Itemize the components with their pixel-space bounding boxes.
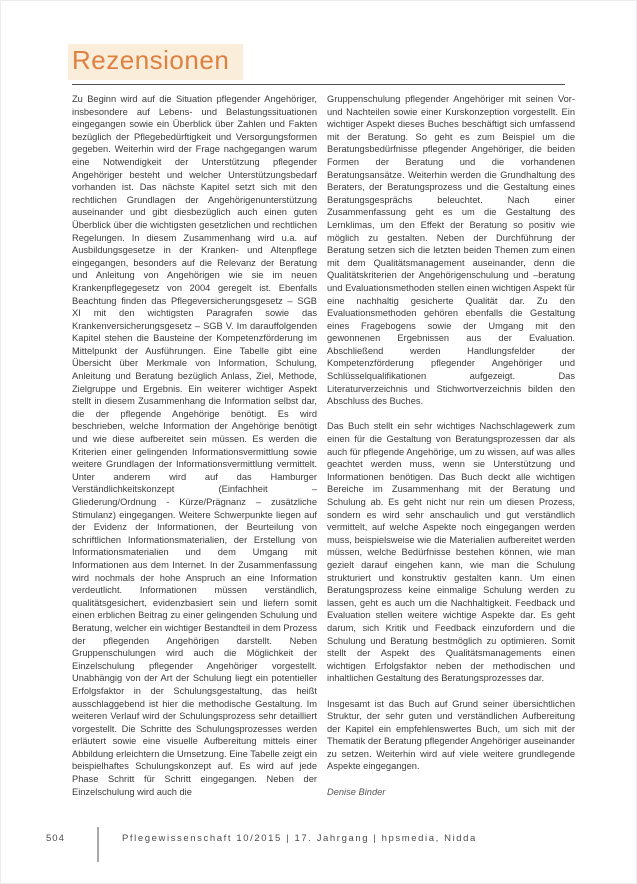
page-title: Rezensionen bbox=[72, 45, 230, 75]
article-column-right bbox=[327, 93, 575, 819]
title-rule bbox=[72, 84, 565, 85]
title-highlight bbox=[68, 44, 243, 80]
page-number: 504 bbox=[46, 833, 65, 844]
article-column-left bbox=[72, 93, 317, 819]
review-paragraph: Das Buch stellt ein sehr wichtiges Nachschlagewerk zum einen für die Gestaltung von Beratungsprozessen dar als auch für pflegende Angehörige, um zu wissen, auf was alles geachtet werden muss, wenn sie Unterstützung und Informationen benötigen. Das Buch deckt alle wichtigen Bereiche im Zusammenhang mit der Beratung und Schulung ab. Es geht nicht nur rein um diesen Prozess, sondern es wird sehr anschaulich und gut verständlich vermittelt, auf welche Aspekte noch eingegangen werden muss, beispielsweise wie die Materialien aufbereitet werden müssen, welche Bedürfnisse bestehen können, wie man gezielt darauf eingehen kann, wie man die Schulung strukturiert und konstruktiv gestalten kann. Um einen Beratungsprozess keine einmalige Schulung werden zu lassen, geht es auch um die Nachhaltigkeit. Feedback und Evaluation stellen weitere wichtige Aspekte dar. Es geht darum, sich Kritik und Feedback einzufordern und die Schulung und Beratung bestmöglich zu optimieren. Somit stellt der Aspekt des Qualitätsmanagements einen wichtigen Erfolgsfaktor neben der methodischen und inhaltlichen Gestaltung des Beratungsprozesses dar. bbox=[327, 421, 575, 684]
article-body bbox=[72, 93, 575, 819]
section-header bbox=[68, 44, 243, 80]
reviewer-signature: Denise Binder bbox=[327, 786, 386, 797]
review-paragraph: Insgesamt ist das Buch auf Grund seiner übersichtlichen Struktur, der sehr guten und verständlichen Aufbereitung der Kapitel ein empfehlenswertes Buch, um sich mit der Thematik der Beratung pflegender Angehöriger auseinander zu setzen. Weiterhin wird auf viele weitere grundlegende Aspekte eingegangen. bbox=[327, 698, 575, 772]
review-paragraph: Gruppenschulung pflegender Angehöriger mit seinen Vor- und Nachteilen sowie einer Kurskonzeption vorgestellt. Ein wichtiger Aspekt dieses Buches beschäftigt sich umfassend mit der Beratung. So geht es zum Beispiel um die Beratungsbedürfnisse pflegender Angehöriger, die beiden Formen der Beratung und die vorhandenen Beratungsansätze. Weiterhin werden die Grundhaltung des Beraters, der Beratungsprozess und die Gestaltung eines Beratungsgesprächs beleuchtet. Nach einer Zusammenfassung geht es um die Gestaltung des Lernklimas, um den Effekt der Beratung so positiv wie möglich zu gestalten. Neben der Durchführung der Beratung setzen sich die letzten beiden Themen zum einen mit dem Qualitätsmanagement auseinander, denn die Qualitätskriterien der Angehörigenschulung und –beratung und Evaluationsmethoden stellen einen wichtigen Aspekt für eine nachhaltig gesicherte Qualität dar. Zu den Evaluationsmethoden gehören ebenfalls die Gestaltung eines Fragebogens sowie der Umgang mit den gewonnenen Ergebnissen aus der Evaluation. Abschließend werden Handlungsfelder der Kompetenzförderung pflegender Angehöriger und Schlüsselqualifikationen aufgezeigt. Das Literaturverzeichnis und Stichwortverzeichnis bilden den Abschluss des Buches. bbox=[327, 94, 575, 407]
review-paragraph: Zu Beginn wird auf die Situation pflegender Angehöriger, insbesondere auf Lebens- und Belastungssituationen eingegangen sowie ein Überblick über Zahlen und Fakten bezüglich der Pflegebedürftigkeit und Versorgungsformen gegeben. Weiterhin wird der Frage nachgegangen warum eine Notwendigkeit der Unterstützung pflegender Angehöriger besteht und welcher Unterstützungsbedarf vorhanden ist. Das nächste Kapitel setzt sich mit den rechtlichen Grundlagen der Angehörigenunterstützung auseinander und gibt diesbezüglich auch einen guten Überblick über die wichtigsten gesetzlichen und rechtlichen Regelungen. In diesem Zusammenhang wird u.a. auf Ausbildungsgesetze in der Kranken- und Altenpflege eingegangen, besonders auf die Relevanz der Beratung und Anleitung von Angehörigen wie sie im neuen Krankenpflegegesetz von 2004 geregelt ist. Ebenfalls Beachtung finden das Pflegeversicherungsgesetz – SGB XI mit den wichtigsten Paragrafen sowie das Krankenversicherungsgesetz – SGB V. Im darauffolgenden Kapitel stehen die Bausteine der Kompetenzförderung im Mittelpunkt der Ausführungen. Eine Tabelle gibt eine Übersicht über Merkmale von Information, Schulung, Anleitung und Beratung bezüglich Anlass, Ziel, Methode, Zielgruppe und Ergebnis. Ein weiterer wichtiger Aspekt stellt in diesem Zusammenhang die Information selbst dar, die der pflegende Angehörige benötigt. Es wird beschrieben, welche Information der Angehörige benötigt und wie diese aufbereitet sein müssen. Es werden die Kriterien einer gelingenden Informationsvermittlung sowie weitere Grundlagen der Informationsvermittlung vermittelt. Unter anderem wird auf das Hamburger Verständlichkeitskonzept (Einfachheit – Gliederung/Ordnung - Kürze/Prägnanz – zusätzliche Stimulanz) eingegangen. Weitere Schwerpunkte liegen auf der Evidenz der Informationen, der Beurteilung von schriftlichen Informationsmaterialien, der Erstellung von Informationsmaterialien und dem Umgang mit Informationen aus dem Internet. In der Zusammenfassung wird nochmals der hohe Anspruch an eine Information verdeutlicht. Informationen müssen verständlich, qualitätsgesichert, evidenzbasiert sein und liefern somit einen erblichen Beitrag zu einer gelingenden Schulung und Beratung, welcher ein wichtiger Bestandteil in dem Prozess der pflegenden Angehörigen darstellt. Neben Gruppenschulungen wird auch die Möglichkeit der Einzelschulung pflegender Angehöriger vorgestellt. Unabhängig von der Art der Schulung liegt ein potentieller Erfolgsfaktor in der Schulungsgestaltung, das heißt ausschlaggebend ist hier die methodische Gestaltung. Im weiteren Verlauf wird der Schulungsprozess sehr detailliert vorgestellt. Die Schritte des Schulungsprozesses werden erläutert sowie eine visuelle Aufbereitung mittels einer Abbildung erleichtern die Umsetzung. Eine Tabelle zeigt ein beispielhaftes Schulungskonzept auf. Es wird auf jede Phase Schritt für Schritt eingegangen. Neben der Einzelschulung wird auch die bbox=[72, 94, 317, 797]
footer-divider bbox=[97, 827, 99, 862]
journal-footer-text: Pflegewissenschaft 10/2015 | 17. Jahrgang | hpsmedia, Nidda bbox=[122, 833, 477, 844]
page-footer bbox=[0, 820, 637, 870]
